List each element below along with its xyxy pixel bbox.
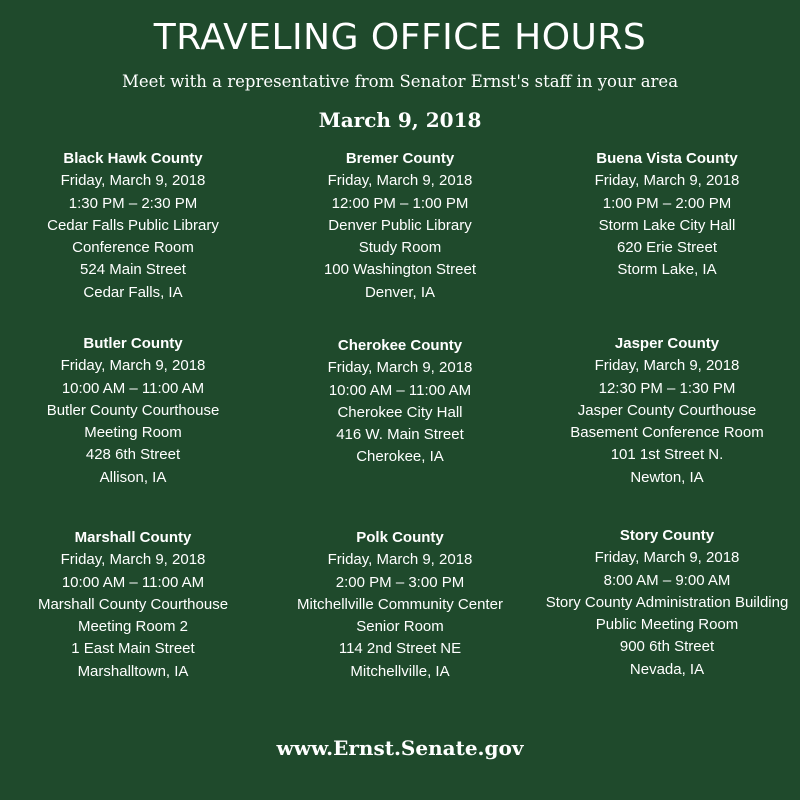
location-date: Friday, March 9, 2018 [327,551,473,569]
location-time: 10:00 AM – 11:00 AM [61,379,205,397]
location-venue: Butler County Courthouse [46,401,220,419]
location-date: Friday, March 9, 2018 [594,549,740,567]
location-venue: Denver Public Library [328,216,472,234]
location-time: 2:00 PM – 3:00 PM [335,573,465,591]
location-venue: Mitchellville Community Center [297,595,503,613]
location-time: 12:30 PM – 1:30 PM [598,379,736,397]
location-room: Senior Room [356,618,444,636]
county-name: Story County [619,527,715,544]
county-name: Cherokee County [337,337,463,354]
county-name: Marshall County [74,529,192,546]
location-venue: Story County Administration Building [545,593,789,611]
location-date: Friday, March 9, 2018 [327,359,473,377]
location-room: Study Room [358,239,442,257]
page-subtitle: Meet with a representative from Senator Ernst's staff in your area [121,72,679,91]
location-time: 10:00 AM – 11:00 AM [61,573,205,591]
location-room: Meeting Room [84,424,182,442]
location-city: Nevada, IA [629,660,705,678]
location-card-polk [267,527,533,683]
location-time: 12:00 PM – 1:00 PM [331,194,469,212]
location-city: Storm Lake, IA [617,261,717,279]
location-city: Mitchellville, IA [350,662,450,680]
location-date: Friday, March 9, 2018 [594,357,740,375]
location-card-butler [0,333,266,489]
location-venue: Cedar Falls Public Library [47,216,219,234]
location-date: Friday, March 9, 2018 [327,172,473,190]
location-venue: Jasper County Courthouse [577,401,757,419]
event-date: March 9, 2018 [318,108,482,132]
location-room: Meeting Room 2 [77,618,189,636]
location-street: 100 Washington Street [323,261,477,279]
location-street: 114 2nd Street NE [338,640,462,658]
location-card-marshall [0,527,266,683]
location-city: Cherokee, IA [356,448,444,466]
location-card-cherokee [267,335,533,469]
location-city: Cedar Falls, IA [83,283,183,301]
location-street: 101 1st Street N. [610,446,724,464]
location-card-buena-vista [534,148,800,282]
location-time: 10:00 AM – 11:00 AM [328,381,472,399]
location-room: Basement Conference Room [570,424,764,442]
county-name: Black Hawk County [63,150,203,167]
location-venue: Marshall County Courthouse [37,595,229,613]
location-date: Friday, March 9, 2018 [594,172,740,190]
location-time: 1:00 PM – 2:00 PM [602,194,732,212]
location-city: Allison, IA [99,468,167,486]
website-url: www.Ernst.Senate.gov [276,736,524,760]
county-name: Jasper County [614,335,720,352]
location-street: 428 6th Street [85,446,181,464]
location-street: 524 Main Street [80,261,186,279]
location-room: Conference Room [72,239,194,257]
county-name: Buena Vista County [596,150,738,167]
location-venue: Cherokee City Hall [337,403,463,421]
location-date: Friday, March 9, 2018 [60,357,206,375]
location-street: 1 East Main Street [71,640,195,658]
location-street: 620 Erie Street [616,239,718,257]
county-name: Bremer County [345,150,455,167]
location-date: Friday, March 9, 2018 [60,551,206,569]
location-date: Friday, March 9, 2018 [60,172,206,190]
location-card-bremer [267,148,533,304]
page-title: TRAVELING OFFICE HOURS [153,17,647,58]
location-card-jasper [534,333,800,489]
location-card-black-hawk [0,148,266,304]
location-city: Marshalltown, IA [77,662,189,680]
county-name: Polk County [356,529,444,546]
location-street: 900 6th Street [619,638,715,656]
location-time: 1:30 PM – 2:30 PM [68,194,198,212]
county-name: Butler County [83,335,183,352]
location-city: Newton, IA [630,468,704,486]
location-venue: Storm Lake City Hall [598,216,736,234]
location-card-story [534,525,800,681]
location-time: 8:00 AM – 9:00 AM [603,571,731,589]
location-room: Public Meeting Room [595,616,739,634]
location-street: 416 W. Main Street [336,426,464,444]
location-city: Denver, IA [364,283,436,301]
